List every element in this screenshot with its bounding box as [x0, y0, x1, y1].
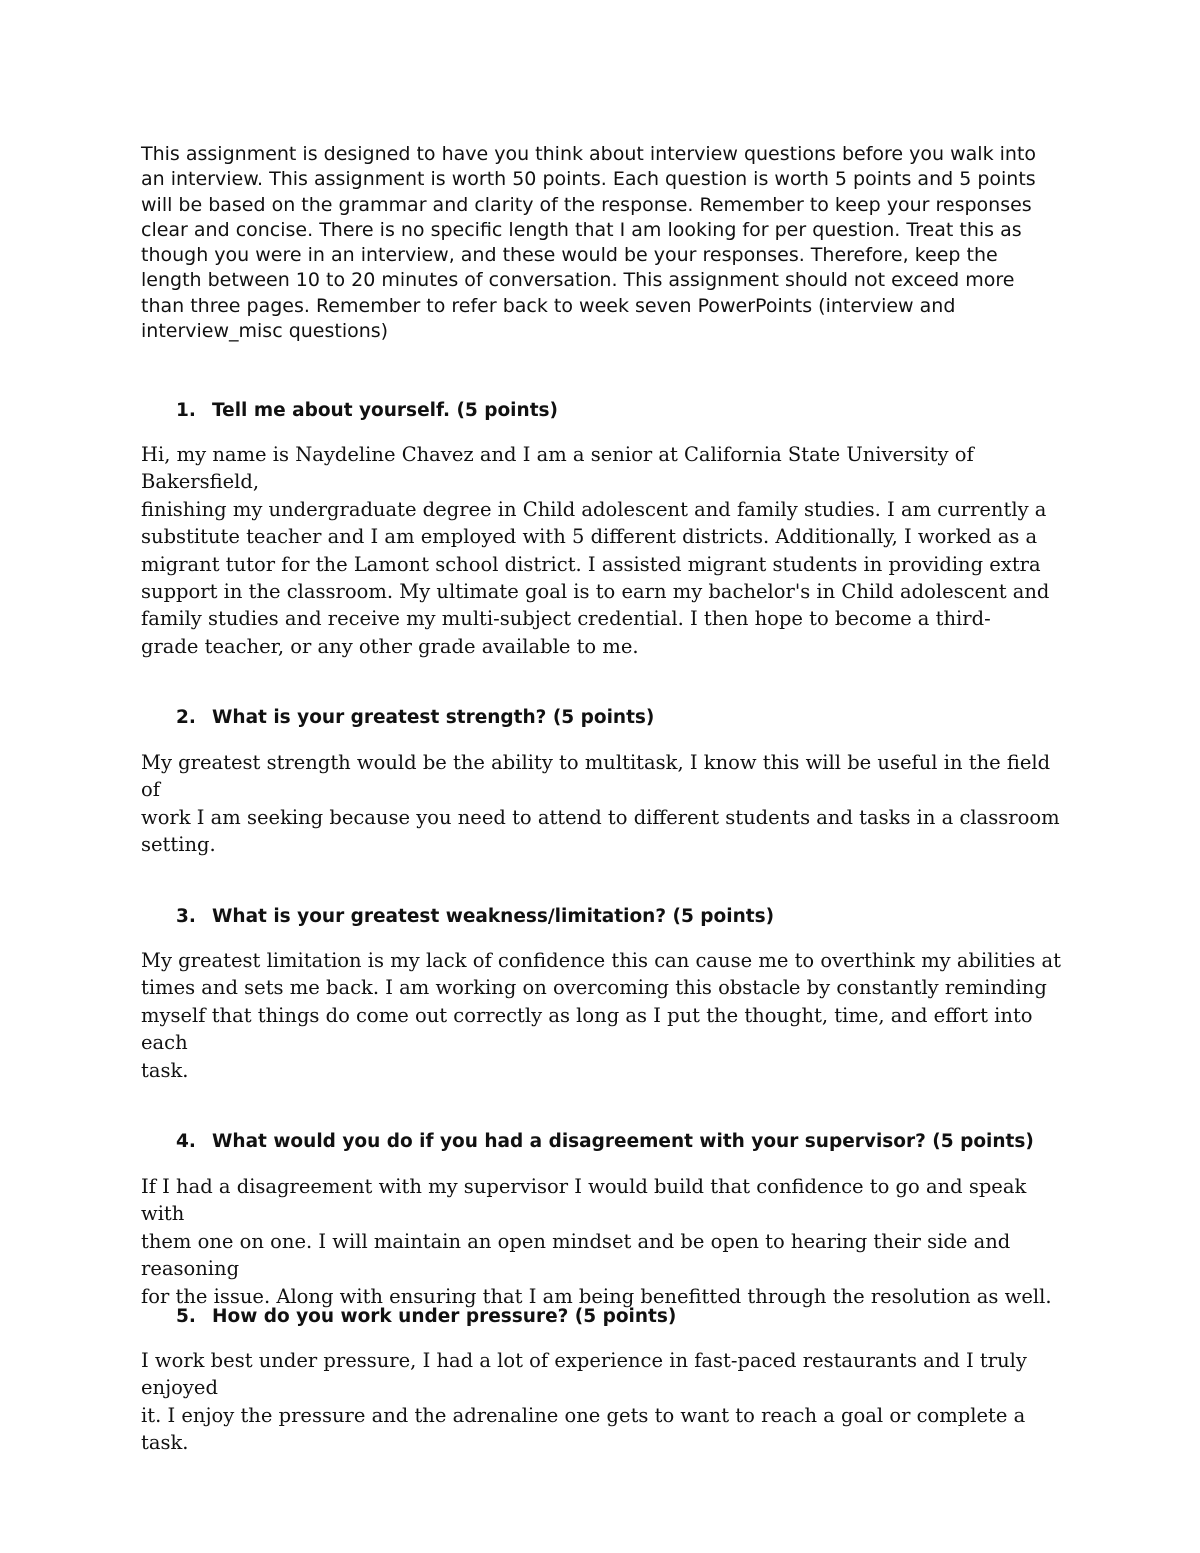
question-1-number: 1. — [176, 400, 196, 421]
question-3-heading — [176, 906, 774, 927]
question-1-text: Tell me about yourself. (5 points) — [212, 400, 558, 421]
question-2-heading — [176, 707, 654, 728]
question-4-text: What would you do if you had a disagreement with your supervisor? (5 points) — [212, 1131, 1034, 1152]
question-1-heading — [176, 400, 558, 421]
answer-2: My greatest strength would be the ability to multitask, I know this will be useful in the field of work I am seeking because you need to attend to different students and tasks in a classroom setting. — [141, 751, 1060, 857]
answer-1: Hi, my name is Naydeline Chavez and I am a senior at California State University of Bakersfield, finishing my undergraduate degree in Child adolescent and family studies. I am currently a substitute teacher and I am employed with 5 different districts. Additionally, I worked as a migrant tutor for the Lamont school district. I assisted migrant students in providing extra support in the classroom. My ultimate goal is to earn my bachelor's in Child adolescent and family studies and receive my multi-subject credential. I then hope to become a third- grade teacher, or any other grade available to me. — [141, 443, 1050, 658]
answer-5: I work best under pressure, I had a lot of experience in fast-paced restaurants and I truly enjoyed it. I enjoy the pressure and the adrenaline one gets to want to reach a goal or complete a task. — [141, 1349, 1027, 1455]
question-2-text: What is your greatest strength? (5 points) — [212, 707, 655, 728]
question-5-number: 5. — [176, 1306, 196, 1327]
assignment-intro: This assignment is designed to have you think about interview questions before you walk into an interview. This assignment is worth 50 points. Each question is worth 5 points and 5 points will be based on the grammar and clarity of the response. Remember to keep your responses clear and concise. There is no specific length that I am looking for per question. Treat this as though you were in an interview, and these would be your responses. Therefore, keep the length between 10 to 20 minutes of conversation. This assignment should not exceed more than three pages. Remember to refer back to week seven PowerPoints (interview and interview_misc questions) — [141, 143, 1037, 343]
answer-4: If I had a disagreement with my supervisor I would build that confidence to go and speak with them one on one. I will maintain an open mindset and be open to hearing their side and reasoning for the issue. Along with ensuring that I am being benefitted through the resolution as well. — [141, 1175, 1052, 1308]
question-4-number: 4. — [176, 1131, 196, 1152]
question-5-heading — [176, 1306, 676, 1327]
question-3-text: What is your greatest weakness/limitation? (5 points) — [212, 906, 775, 927]
question-5-text: How do you work under pressure? (5 points) — [212, 1306, 677, 1327]
question-2-number: 2. — [176, 707, 196, 728]
question-4-heading — [176, 1131, 1034, 1152]
answer-3: My greatest limitation is my lack of confidence this can cause me to overthink my abilities at times and sets me back. I am working on overcoming this obstacle by constantly reminding myself that things do come out correctly as long as I put the thought, time, and effort into each task. — [141, 949, 1061, 1082]
question-3-number: 3. — [176, 906, 196, 927]
